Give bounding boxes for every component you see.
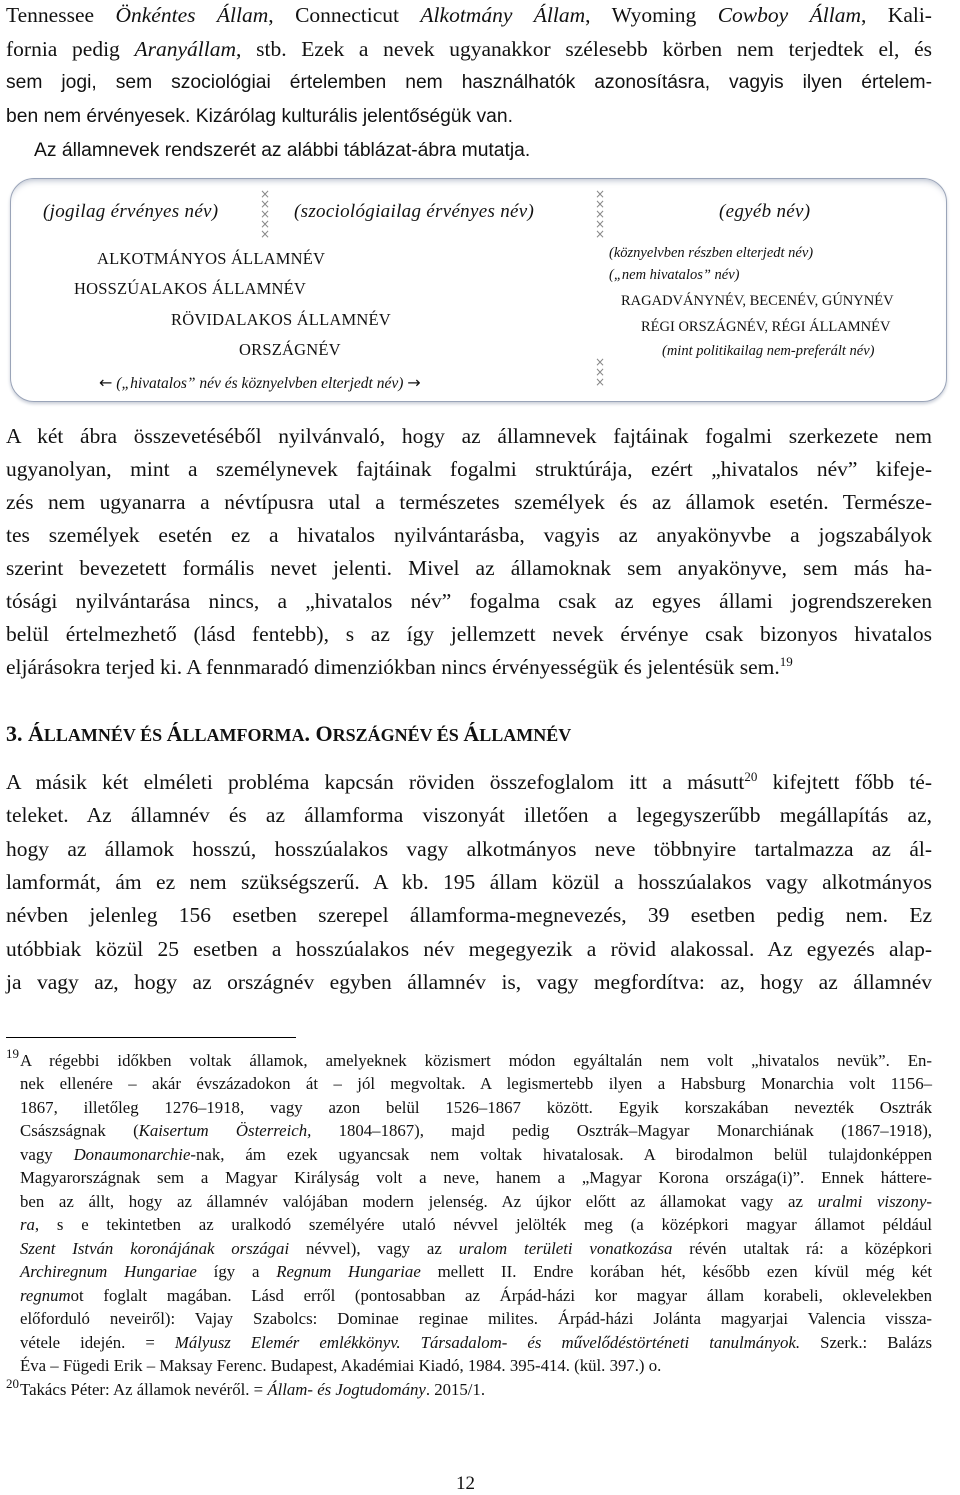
item-short-form: RÖVIDALAKOS ÁLLAMNÉV [171, 310, 391, 329]
right-line-5: (mint politikailag nem-preferált név) [662, 343, 875, 359]
footnote-19-line-3: 1867, illetőleg 1276–1918, vagy azon belül 1526–1867 között. Egyik korszakában nevezték Osztrák [20, 1098, 932, 1117]
body2-line-5: névben jelenleg 156 esetben szerepel államforma-megnevezés, 39 esetben pedig nem. Ez [6, 903, 932, 927]
intro-line-5: Az államnevek rendszerét az alábbi táblázat-ábra mutatja. [34, 140, 531, 161]
footnote-19-line-9: Szent István koronájának országai névvel), vagy az uralom területi vonatkozása révén utaltak rá: a középkori [20, 1239, 932, 1258]
body2-line-6: utóbbiak közül 25 esetben a hosszúalakos név megegyezik a rövid alakossal. Az egyezés alap- [6, 937, 932, 961]
right-line-2: („nem hivatalos” név) [609, 267, 740, 283]
arrow-right-icon: → [407, 373, 421, 392]
header-other: (egyéb név) [719, 201, 811, 222]
footnote-20-text: Takács Péter: Az államok nevéről. = Állam- és Jogtudomány. 2015/1. [20, 1380, 486, 1399]
body2-line-3: hogy az államok hosszú, hosszúalakos vagy alkotmányos neve többnyire tartalmazza az ál- [6, 837, 932, 861]
footnote-19-line-12: előforduló neveiről): Vajay Szabolcs: Dominae reginae milites. Árpád-házi Jolánta magyarjai Valencia vissza- [20, 1309, 932, 1328]
body2-line-2: teleket. Az államnév és az államforma viszonyát illetően a legegyszerűbb megállapítás az, [6, 803, 932, 827]
intro-line-4: ben nem érvényesek. Kizárólag kulturális jelentőségük van. [6, 106, 513, 127]
footnote-19-line-6: Magyarországnak sem a Magyar Királyság volt a neve, hanem a „Magyar Korona országa(i)”. Ennek háttere- [20, 1168, 932, 1187]
item-long-form: HOSSZÚALAKOS ÁLLAMNÉV [74, 279, 306, 298]
page-number: 12 [456, 1473, 475, 1494]
right-line-1: (köznyelvben részben elterjedt név) [609, 245, 814, 261]
body2-line-7: ja vagy az, hogy az országnév egyben államnév is, vagy megfordítva: az, hogy az államnév [6, 970, 932, 994]
arrow-left-icon: ← [99, 373, 113, 392]
footnote-19-line-2: nek ellenére – akár évszázadokon át – jól megvoltak. A legismertebb ilyen a Habsburg Monarchia volt 1156– [20, 1074, 932, 1093]
footnote-19-line-8: ra, s e tekintetben az uralkodó személyére utaló névvel jelölték meg (a középkori magyar államot például [20, 1215, 932, 1234]
body1-line-4: tes személyek esetén ez a hivatalos nyilvántarásba, vagyis az anyakönyvbe a jogszabályok [6, 523, 932, 547]
footnote-19-line-1: A régebbi időkben voltak államok, amelyeknek közismert módon egyáltalán nem volt „hivatalos nevük”. En- [20, 1051, 932, 1070]
footnote-19-line-13: vétele idején. = Mályusz Elemér emlékkönyv. Társadalom- és művelődéstörténeti tanulmányok. Szerk.: Balázs [20, 1333, 932, 1352]
body2-line-1: A másik két elméleti probléma kapcsán röviden összefoglalom itt a másutt$^{20}$ kifejtett főbb té- [6, 768, 933, 794]
body1-line-5: szerint bevezetett formális nevet jelenti. Mivel az államoknak sem anyakönyve, sem más ha- [6, 556, 932, 580]
section-heading: 3. ÁLLAMNÉV ÉS ÁLLAMFORMA. ORSZÁGNÉV ÉS ÁLLAMNÉV [6, 721, 572, 746]
body1-line-8: eljárásokra terjed ki. A fennmaradó dimenziókban nincs érvényességük és jelentésük sem.$^{19}$ [6, 653, 793, 679]
footnote-19-line-4: Császságnak (Kaisertum Österreich, 1804–1867), majd pedig Osztrák–Magyar Monarchiának (1867–1918), [20, 1121, 932, 1140]
body1-line-1: A két ábra összevetéséből nyilvánvaló, hogy az államnevek fajtáinak fogalmi szerkezete nem [6, 424, 932, 448]
footnote-20-number: 20 [6, 1376, 19, 1391]
footnote-19-number: 19 [6, 1046, 19, 1061]
footnote-19-line-14: Éva – Fügedi Erik – Maksay Ferenc. Budapest, Akadémiai Kiadó, 1984. 395-414. (kül. 397.) o. [20, 1356, 662, 1375]
body1-line-7: belül értelmezhető (lásd fentebb), s az így jellemzett nevek érvénye csak bizonyos hivatalos [6, 622, 932, 646]
footnote-ref-20[interactable]: 20 [744, 768, 758, 784]
intro-line-1: Tennessee Önkéntes Állam, Connecticut Alkotmány Állam, Wyoming Cowboy Állam, Kali- [6, 3, 932, 27]
body1-line-2: ugyanolyan, mint a személynevek fajtáinak fogalmi struktúrája, ezért „hivatalos név” kifeje- [6, 457, 932, 481]
header-social: (szociológiailag érvényes név) [294, 201, 535, 222]
body1-line-6: tósági nyilvántarása nincs, a „hivatalos név” fogalma csak az egyes állami jogrendszereken [6, 589, 932, 613]
footnote-separator [6, 1037, 296, 1038]
intro-line-3: sem jogi, sem szociológiai értelemben nem használhatók azonosításra, vagyis ilyen értelem- [6, 72, 932, 93]
state-name-diagram [10, 178, 947, 402]
footnote-19-line-7: ben az állt, hogy az államnév valójában modern jelenség. Az újkor előtt az államokat vagy az uralmi viszony- [20, 1192, 932, 1211]
separator-2: × × × × × [594, 187, 606, 241]
right-line-3: RAGADVÁNYNÉV, BECENÉV, GÚNYNÉV [621, 293, 894, 309]
header-legal: (jogilag érvényes név) [43, 201, 219, 222]
right-line-4: RÉGI ORSZÁGNÉV, RÉGI ÁLLAMNÉV [641, 319, 891, 335]
item-constitutional: ALKOTMÁNYOS ÁLLAMNÉV [97, 249, 326, 268]
footnote-19-line-11: regnumot foglalt magában. Lásd erről (pontosabban az Árpád-házi kor magyar állam korabeli, oklevelekben [20, 1286, 932, 1305]
footnote-19-line-10: Archiregnum Hungariae így a Regnum Hungariae mellett II. Endre korában hét, később ezen kívül még két [20, 1262, 932, 1281]
item-country-name: ORSZÁGNÉV [239, 340, 341, 359]
footnote-19-line-5: vagy Donaumonarchie-nak, ám ezek ugyancsak nem voltak hivatalosak. A birodalmon belül tulajdonképpen [20, 1145, 932, 1164]
intro-line-2: fornia pedig Aranyállam, stb. Ezek a nevek ugyanakkor szélesebb körben nem terjedtek el, és [6, 37, 932, 61]
bottom-caption: ← („hivatalos” név és köznyelvben elterjedt név) → [99, 373, 421, 392]
footnote-ref-19[interactable]: 19 [779, 653, 793, 669]
separator-1: × × × × × [259, 187, 271, 241]
separator-3: × × × [594, 355, 606, 389]
body2-line-4: lamformát, ám ez nem szükségszerű. A kb. 195 állam közül a hosszúalakos vagy alkotmányos [6, 870, 932, 894]
body1-line-3: zés nem ugyanarra a névtípusra utal a természetes személyek és az államok esetén. Természe- [6, 490, 932, 514]
